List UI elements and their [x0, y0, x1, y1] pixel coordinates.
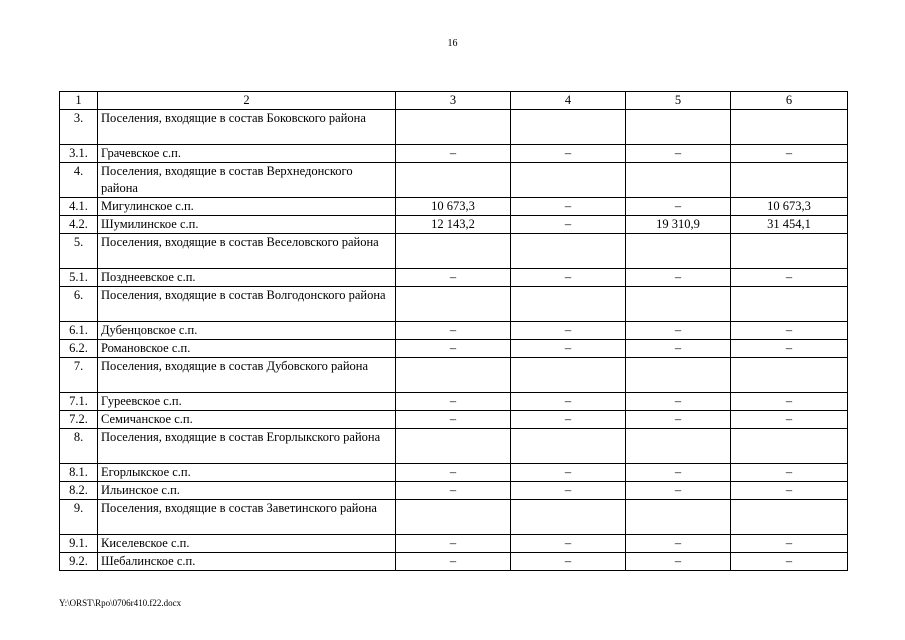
- value-cell-col6: [731, 500, 848, 535]
- value-cell-col3: –: [396, 269, 511, 287]
- value-cell-col6: –: [731, 393, 848, 411]
- value-cell-col6: –: [731, 535, 848, 553]
- value-cell-col6: –: [731, 340, 848, 358]
- value-cell-col6: [731, 358, 848, 393]
- value-cell-col6: [731, 429, 848, 464]
- value-cell-col6: [731, 163, 848, 198]
- value-cell-col5: –: [626, 340, 731, 358]
- value-cell-col3: [396, 429, 511, 464]
- settlement-name-cell: Поселения, входящие в состав Веселовского района: [98, 234, 396, 269]
- row-number-cell: 4.2.: [60, 216, 98, 234]
- value-cell-col5: –: [626, 145, 731, 163]
- value-cell-col3: –: [396, 322, 511, 340]
- value-cell-col3: –: [396, 145, 511, 163]
- value-cell-col4: –: [511, 464, 626, 482]
- settlement-name-cell: Егорлыкское с.п.: [98, 464, 396, 482]
- table-row: [60, 145, 848, 163]
- row-number-cell: 9.2.: [60, 553, 98, 571]
- value-cell-col3: 12 143,2: [396, 216, 511, 234]
- settlement-name-cell: Киселевское с.п.: [98, 535, 396, 553]
- settlement-name-cell: Поселения, входящие в состав Верхнедонского района: [98, 163, 396, 198]
- value-cell-col3: [396, 500, 511, 535]
- settlement-name-cell: Поселения, входящие в состав Заветинского района: [98, 500, 396, 535]
- column-header-3: 3: [396, 92, 511, 110]
- value-cell-col5: [626, 429, 731, 464]
- settlement-name-cell: Мигулинское с.п.: [98, 198, 396, 216]
- value-cell-col3: –: [396, 553, 511, 571]
- table-row: [60, 393, 848, 411]
- settlement-name-cell: Поселения, входящие в состав Егорлыкского района: [98, 429, 396, 464]
- table-row: [60, 553, 848, 571]
- row-number-cell: 4.1.: [60, 198, 98, 216]
- table-row: [60, 340, 848, 358]
- value-cell-col5: –: [626, 535, 731, 553]
- value-cell-col3: 10 673,3: [396, 198, 511, 216]
- settlement-name-cell: Шебалинское с.п.: [98, 553, 396, 571]
- value-cell-col4: –: [511, 393, 626, 411]
- settlement-name-cell: Ильинское с.п.: [98, 482, 396, 500]
- value-cell-col5: 19 310,9: [626, 216, 731, 234]
- value-cell-col6: –: [731, 145, 848, 163]
- settlement-name-cell: Дубенцовское с.п.: [98, 322, 396, 340]
- value-cell-col3: [396, 110, 511, 145]
- row-number-cell: 6.2.: [60, 340, 98, 358]
- table-row: [60, 216, 848, 234]
- row-number-cell: 7.1.: [60, 393, 98, 411]
- table-row: [60, 464, 848, 482]
- table-row: [60, 429, 848, 464]
- value-cell-col3: –: [396, 393, 511, 411]
- value-cell-col4: [511, 500, 626, 535]
- row-number-cell: 5.: [60, 234, 98, 269]
- value-cell-col5: –: [626, 393, 731, 411]
- value-cell-col3: –: [396, 482, 511, 500]
- value-cell-col3: –: [396, 411, 511, 429]
- column-header-5: 5: [626, 92, 731, 110]
- value-cell-col6: 31 454,1: [731, 216, 848, 234]
- value-cell-col6: [731, 234, 848, 269]
- value-cell-col6: –: [731, 411, 848, 429]
- settlement-name-cell: Поселения, входящие в состав Дубовского района: [98, 358, 396, 393]
- column-header-6: 6: [731, 92, 848, 110]
- table-row: [60, 500, 848, 535]
- table-row: [60, 110, 848, 145]
- table-row: [60, 287, 848, 322]
- row-number-cell: 8.2.: [60, 482, 98, 500]
- settlement-name-cell: Поселения, входящие в состав Боковского района: [98, 110, 396, 145]
- value-cell-col5: –: [626, 198, 731, 216]
- value-cell-col4: –: [511, 482, 626, 500]
- value-cell-col4: –: [511, 198, 626, 216]
- value-cell-col4: –: [511, 340, 626, 358]
- table-row: [60, 322, 848, 340]
- value-cell-col5: –: [626, 482, 731, 500]
- table-row: [60, 163, 848, 198]
- value-cell-col6: [731, 287, 848, 322]
- row-number-cell: 3.: [60, 110, 98, 145]
- table-row: [60, 535, 848, 553]
- value-cell-col3: [396, 163, 511, 198]
- row-number-cell: 9.: [60, 500, 98, 535]
- value-cell-col5: [626, 500, 731, 535]
- row-number-cell: 3.1.: [60, 145, 98, 163]
- value-cell-col6: –: [731, 553, 848, 571]
- value-cell-col4: –: [511, 216, 626, 234]
- value-cell-col4: [511, 287, 626, 322]
- value-cell-col5: [626, 234, 731, 269]
- settlement-name-cell: Грачевское с.п.: [98, 145, 396, 163]
- settlement-name-cell: Поселения, входящие в состав Волгодонского района: [98, 287, 396, 322]
- value-cell-col3: [396, 234, 511, 269]
- value-cell-col4: –: [511, 269, 626, 287]
- column-header-4: 4: [511, 92, 626, 110]
- settlement-name-cell: Позднеевское с.п.: [98, 269, 396, 287]
- table-body: [60, 110, 848, 571]
- value-cell-col5: –: [626, 464, 731, 482]
- value-cell-col5: [626, 110, 731, 145]
- value-cell-col3: –: [396, 340, 511, 358]
- value-cell-col5: –: [626, 269, 731, 287]
- table-row: [60, 411, 848, 429]
- value-cell-col4: [511, 234, 626, 269]
- settlement-name-cell: Романовское с.п.: [98, 340, 396, 358]
- value-cell-col5: –: [626, 322, 731, 340]
- row-number-cell: 7.: [60, 358, 98, 393]
- table-row: [60, 198, 848, 216]
- value-cell-col4: –: [511, 411, 626, 429]
- table-row: [60, 358, 848, 393]
- table-row: [60, 482, 848, 500]
- row-number-cell: 7.2.: [60, 411, 98, 429]
- value-cell-col5: [626, 163, 731, 198]
- row-number-cell: 8.: [60, 429, 98, 464]
- value-cell-col3: –: [396, 535, 511, 553]
- settlement-name-cell: Шумилинское с.п.: [98, 216, 396, 234]
- row-number-cell: 8.1.: [60, 464, 98, 482]
- footer-file-path: Y:\ORST\Rpo\0706r410.f22.docx: [59, 598, 182, 608]
- row-number-cell: 6.1.: [60, 322, 98, 340]
- column-header-2: 2: [98, 92, 396, 110]
- value-cell-col4: [511, 429, 626, 464]
- row-number-cell: 4.: [60, 163, 98, 198]
- value-cell-col4: –: [511, 535, 626, 553]
- value-cell-col4: –: [511, 322, 626, 340]
- value-cell-col6: [731, 110, 848, 145]
- value-cell-col6: –: [731, 464, 848, 482]
- value-cell-col5: [626, 287, 731, 322]
- value-cell-col5: [626, 358, 731, 393]
- value-cell-col6: –: [731, 482, 848, 500]
- value-cell-col4: –: [511, 553, 626, 571]
- row-number-cell: 9.1.: [60, 535, 98, 553]
- value-cell-col4: [511, 358, 626, 393]
- value-cell-col6: –: [731, 322, 848, 340]
- settlement-name-cell: Семичанское с.п.: [98, 411, 396, 429]
- value-cell-col5: –: [626, 553, 731, 571]
- value-cell-col4: [511, 110, 626, 145]
- value-cell-col4: –: [511, 145, 626, 163]
- data-table: [59, 91, 848, 571]
- row-number-cell: 5.1.: [60, 269, 98, 287]
- value-cell-col6: 10 673,3: [731, 198, 848, 216]
- table-row: [60, 269, 848, 287]
- settlement-name-cell: Гуреевское с.п.: [98, 393, 396, 411]
- value-cell-col5: –: [626, 411, 731, 429]
- table-header-row: [60, 92, 848, 110]
- page-number: 16: [447, 38, 458, 49]
- row-number-cell: 6.: [60, 287, 98, 322]
- value-cell-col3: –: [396, 464, 511, 482]
- column-header-1: 1: [60, 92, 98, 110]
- value-cell-col3: [396, 287, 511, 322]
- value-cell-col6: –: [731, 269, 848, 287]
- value-cell-col3: [396, 358, 511, 393]
- value-cell-col4: [511, 163, 626, 198]
- table-row: [60, 234, 848, 269]
